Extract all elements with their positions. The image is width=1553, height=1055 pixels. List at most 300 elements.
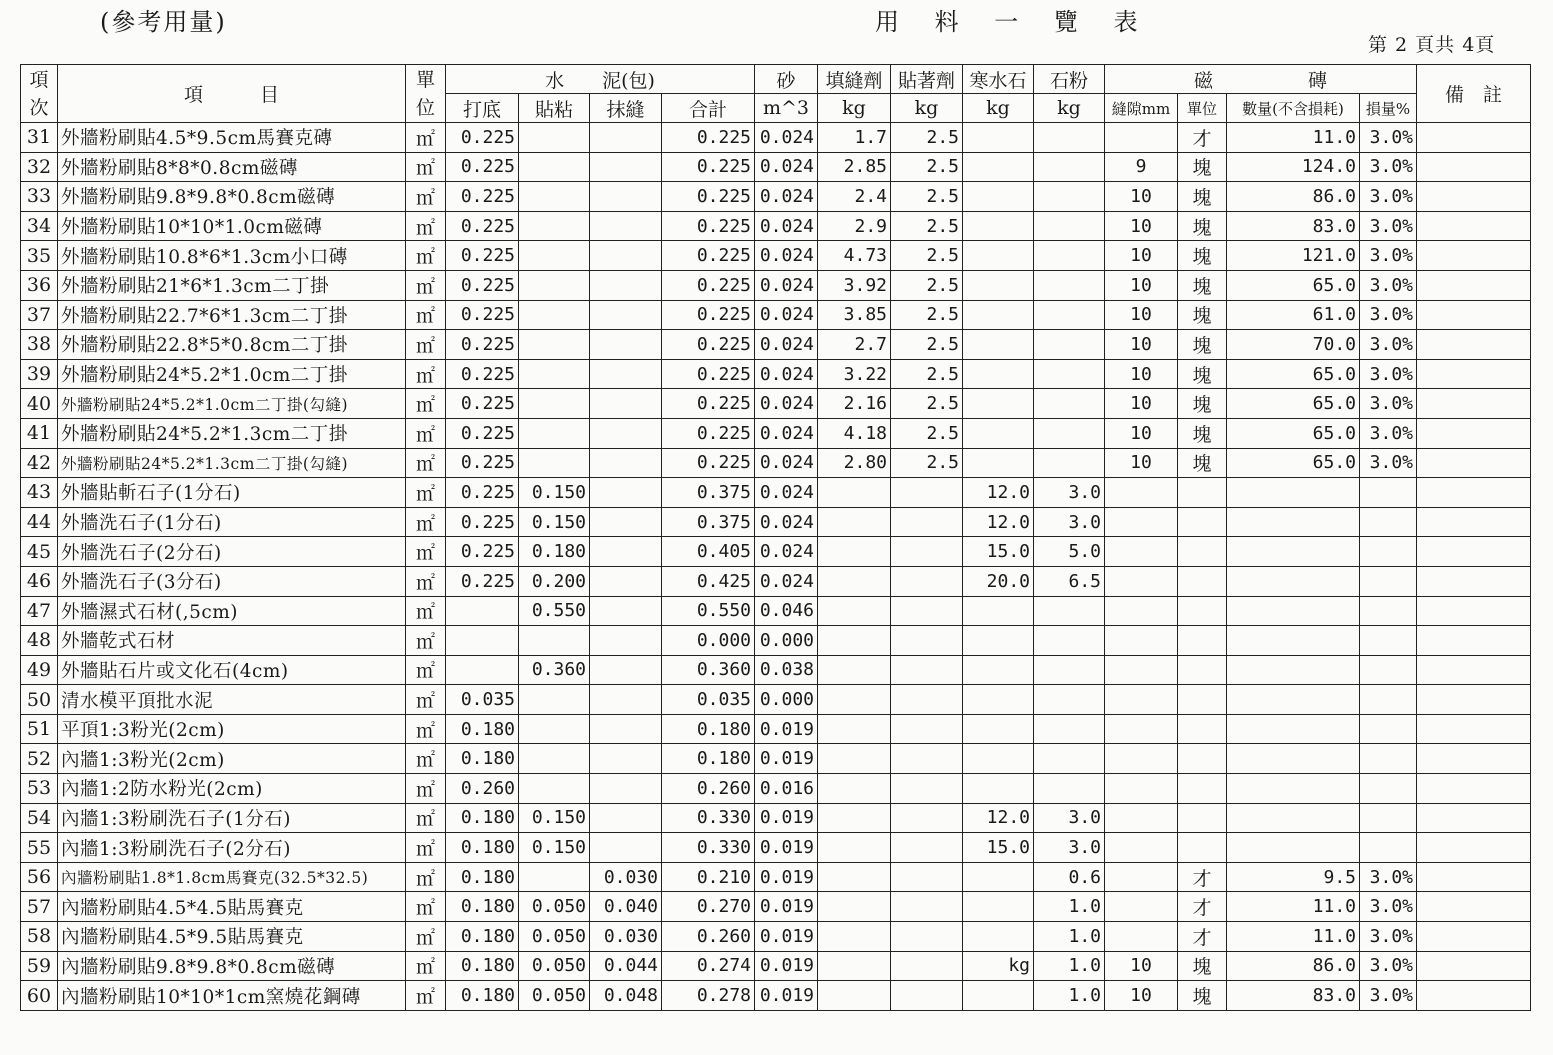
row-item-name: 外牆乾式石材 bbox=[58, 626, 406, 656]
row-tile-qty: 65.0 bbox=[1227, 418, 1360, 448]
row-tile-unit: 才 bbox=[1178, 123, 1227, 153]
row-tile-unit: 塊 bbox=[1178, 389, 1227, 419]
row-cement-paste: 0.150 bbox=[519, 833, 590, 863]
row-stone-powder: 6.5 bbox=[1034, 566, 1105, 596]
row-remark bbox=[1417, 626, 1531, 656]
col-tile-unit: 單位 bbox=[1178, 94, 1227, 123]
col-item-no: 項次 bbox=[21, 65, 58, 123]
row-stone-powder bbox=[1034, 330, 1105, 360]
row-cement-joint bbox=[590, 123, 662, 153]
row-tile-qty bbox=[1227, 803, 1360, 833]
row-tile-gap bbox=[1105, 123, 1178, 153]
row-unit: ㎡ bbox=[406, 300, 446, 330]
row-cement-paste bbox=[519, 152, 590, 182]
row-stone-powder bbox=[1034, 359, 1105, 389]
row-cement-total: 0.225 bbox=[662, 123, 755, 153]
row-remark bbox=[1417, 418, 1531, 448]
row-filler bbox=[818, 744, 891, 774]
col-tile-qty: 數量(不含損耗) bbox=[1227, 94, 1360, 123]
row-tile-unit bbox=[1178, 803, 1227, 833]
table-row bbox=[21, 922, 1531, 952]
row-adhesive bbox=[891, 803, 963, 833]
row-no: 39 bbox=[21, 359, 58, 389]
row-tile-unit bbox=[1178, 537, 1227, 567]
row-sand: 0.046 bbox=[755, 596, 818, 626]
row-sand: 0.024 bbox=[755, 300, 818, 330]
row-tile-gap: 10 bbox=[1105, 981, 1178, 1011]
row-tile-gap bbox=[1105, 596, 1178, 626]
row-cement-paste bbox=[519, 211, 590, 241]
row-filler: 4.73 bbox=[818, 241, 891, 271]
row-filler: 2.80 bbox=[818, 448, 891, 478]
row-tile-gap: 10 bbox=[1105, 300, 1178, 330]
table-row bbox=[21, 211, 1531, 241]
row-remark bbox=[1417, 833, 1531, 863]
row-item-name: 內牆1:3粉刷洗石子(2分石) bbox=[58, 833, 406, 863]
row-cement-joint bbox=[590, 685, 662, 715]
row-sand: 0.019 bbox=[755, 803, 818, 833]
row-no: 55 bbox=[21, 833, 58, 863]
col-tile-loss: 損量% bbox=[1360, 94, 1417, 123]
row-remark bbox=[1417, 211, 1531, 241]
row-cement-paste bbox=[519, 241, 590, 271]
row-no: 41 bbox=[21, 418, 58, 448]
row-tile-unit: 才 bbox=[1178, 892, 1227, 922]
row-stone-powder: 0.6 bbox=[1034, 862, 1105, 892]
reference-note: (參考用量) bbox=[100, 8, 227, 36]
row-tile-qty: 11.0 bbox=[1227, 892, 1360, 922]
row-filler bbox=[818, 478, 891, 508]
row-tile-qty bbox=[1227, 685, 1360, 715]
row-tile-qty: 9.5 bbox=[1227, 862, 1360, 892]
col-item: 項 目 bbox=[58, 65, 406, 123]
row-cement-base: 0.180 bbox=[446, 922, 519, 952]
table-row bbox=[21, 685, 1531, 715]
row-filler bbox=[818, 566, 891, 596]
row-tile-loss: 3.0% bbox=[1360, 300, 1417, 330]
row-sand: 0.038 bbox=[755, 655, 818, 685]
materials-table bbox=[20, 64, 1531, 1011]
row-stone-powder bbox=[1034, 123, 1105, 153]
row-tile-unit bbox=[1178, 507, 1227, 537]
row-cement-base: 0.225 bbox=[446, 270, 519, 300]
row-cement-joint bbox=[590, 774, 662, 804]
row-item-name: 外牆洗石子(3分石) bbox=[58, 566, 406, 596]
row-no: 46 bbox=[21, 566, 58, 596]
row-adhesive: 2.5 bbox=[891, 152, 963, 182]
row-adhesive bbox=[891, 981, 963, 1011]
row-remark bbox=[1417, 123, 1531, 153]
row-tile-unit bbox=[1178, 833, 1227, 863]
row-tile-loss bbox=[1360, 774, 1417, 804]
row-tile-gap: 10 bbox=[1105, 448, 1178, 478]
row-cement-paste: 0.180 bbox=[519, 537, 590, 567]
row-stone-powder bbox=[1034, 241, 1105, 271]
row-cement-base: 0.225 bbox=[446, 182, 519, 212]
row-item-name: 外牆粉刷貼24*5.2*1.3cm二丁掛(勾縫) bbox=[58, 448, 406, 478]
row-unit: ㎡ bbox=[406, 596, 446, 626]
table-row bbox=[21, 507, 1531, 537]
row-filler: 2.85 bbox=[818, 152, 891, 182]
row-sand: 0.019 bbox=[755, 833, 818, 863]
row-tile-gap bbox=[1105, 626, 1178, 656]
row-tile-gap bbox=[1105, 774, 1178, 804]
row-cement-paste bbox=[519, 448, 590, 478]
row-tile-unit: 塊 bbox=[1178, 359, 1227, 389]
row-cement-total: 0.225 bbox=[662, 448, 755, 478]
row-cement-paste: 0.050 bbox=[519, 922, 590, 952]
row-tile-qty bbox=[1227, 507, 1360, 537]
row-filler bbox=[818, 892, 891, 922]
row-cement-joint bbox=[590, 744, 662, 774]
row-tile-loss: 3.0% bbox=[1360, 389, 1417, 419]
row-tile-loss bbox=[1360, 833, 1417, 863]
row-item-name: 外牆粉刷貼10*10*1.0cm磁磚 bbox=[58, 211, 406, 241]
row-no: 43 bbox=[21, 478, 58, 508]
row-filler bbox=[818, 596, 891, 626]
row-cement-paste bbox=[519, 774, 590, 804]
row-tile-loss bbox=[1360, 803, 1417, 833]
row-remark bbox=[1417, 566, 1531, 596]
row-stone-powder bbox=[1034, 300, 1105, 330]
row-tile-loss bbox=[1360, 685, 1417, 715]
col-adhesive-unit: kg bbox=[891, 94, 963, 123]
row-tile-unit: 塊 bbox=[1178, 448, 1227, 478]
row-cement-joint bbox=[590, 418, 662, 448]
row-cement-base bbox=[446, 596, 519, 626]
row-unit: ㎡ bbox=[406, 685, 446, 715]
page-title: 用 料 一 覽 表 bbox=[875, 8, 1152, 36]
row-no: 52 bbox=[21, 744, 58, 774]
row-tile-unit bbox=[1178, 596, 1227, 626]
row-unit: ㎡ bbox=[406, 507, 446, 537]
row-stone-powder bbox=[1034, 596, 1105, 626]
row-tile-unit: 才 bbox=[1178, 922, 1227, 952]
row-adhesive: 2.5 bbox=[891, 182, 963, 212]
row-tile-gap bbox=[1105, 744, 1178, 774]
row-tile-qty: 124.0 bbox=[1227, 152, 1360, 182]
row-cement-total: 0.225 bbox=[662, 418, 755, 448]
row-cement-total: 0.000 bbox=[662, 626, 755, 656]
row-stone-powder: 1.0 bbox=[1034, 951, 1105, 981]
row-tile-loss: 3.0% bbox=[1360, 981, 1417, 1011]
table-row bbox=[21, 774, 1531, 804]
row-cement-joint bbox=[590, 182, 662, 212]
row-cement-joint bbox=[590, 833, 662, 863]
row-no: 34 bbox=[21, 211, 58, 241]
table-row bbox=[21, 981, 1531, 1011]
row-cement-joint bbox=[590, 478, 662, 508]
row-cement-base: 0.225 bbox=[446, 507, 519, 537]
row-cement-total: 0.035 bbox=[662, 685, 755, 715]
row-cement-total: 0.425 bbox=[662, 566, 755, 596]
row-cement-joint: 0.048 bbox=[590, 981, 662, 1011]
row-sand: 0.024 bbox=[755, 478, 818, 508]
row-tile-unit bbox=[1178, 744, 1227, 774]
row-cement-base: 0.180 bbox=[446, 981, 519, 1011]
row-cement-base: 0.180 bbox=[446, 803, 519, 833]
row-sand: 0.000 bbox=[755, 685, 818, 715]
row-cement-paste bbox=[519, 270, 590, 300]
row-no: 58 bbox=[21, 922, 58, 952]
col-cement-base: 打底 bbox=[446, 94, 519, 123]
row-cement-paste: 0.150 bbox=[519, 478, 590, 508]
col-filler-unit: kg bbox=[818, 94, 891, 123]
row-item-name: 外牆粉刷貼24*5.2*1.0cm二丁掛(勾縫) bbox=[58, 389, 406, 419]
col-remarks: 備 註 bbox=[1417, 65, 1531, 123]
row-no: 59 bbox=[21, 951, 58, 981]
row-stone-powder bbox=[1034, 389, 1105, 419]
row-cement-total: 0.260 bbox=[662, 774, 755, 804]
row-tile-loss: 3.0% bbox=[1360, 922, 1417, 952]
row-unit: ㎡ bbox=[406, 182, 446, 212]
row-tile-gap: 10 bbox=[1105, 241, 1178, 271]
row-item-name: 外牆貼石片或文化石(4cm) bbox=[58, 655, 406, 685]
row-tile-qty: 65.0 bbox=[1227, 448, 1360, 478]
row-stone-powder: 3.0 bbox=[1034, 803, 1105, 833]
row-tile-unit: 才 bbox=[1178, 862, 1227, 892]
row-cement-paste: 0.150 bbox=[519, 507, 590, 537]
row-tile-unit bbox=[1178, 655, 1227, 685]
row-tile-loss: 3.0% bbox=[1360, 241, 1417, 271]
row-sand: 0.024 bbox=[755, 241, 818, 271]
row-tile-gap bbox=[1105, 507, 1178, 537]
row-cold-stone: kg bbox=[963, 951, 1034, 981]
row-remark bbox=[1417, 537, 1531, 567]
row-sand: 0.024 bbox=[755, 418, 818, 448]
row-tile-loss: 3.0% bbox=[1360, 182, 1417, 212]
row-no: 45 bbox=[21, 537, 58, 567]
row-cement-base: 0.260 bbox=[446, 774, 519, 804]
row-adhesive bbox=[891, 596, 963, 626]
row-cold-stone bbox=[963, 389, 1034, 419]
table-row bbox=[21, 833, 1531, 863]
row-no: 38 bbox=[21, 330, 58, 360]
row-stone-powder bbox=[1034, 152, 1105, 182]
col-filler: 填縫劑 bbox=[818, 65, 891, 94]
row-sand: 0.024 bbox=[755, 359, 818, 389]
row-tile-loss: 3.0% bbox=[1360, 330, 1417, 360]
row-cold-stone bbox=[963, 596, 1034, 626]
row-stone-powder: 3.0 bbox=[1034, 833, 1105, 863]
row-adhesive bbox=[891, 951, 963, 981]
row-cement-total: 0.274 bbox=[662, 951, 755, 981]
row-cement-base: 0.225 bbox=[446, 211, 519, 241]
row-filler bbox=[818, 862, 891, 892]
row-cold-stone bbox=[963, 774, 1034, 804]
row-item-name: 內牆粉刷貼4.5*9.5貼馬賽克 bbox=[58, 922, 406, 952]
row-no: 54 bbox=[21, 803, 58, 833]
row-cement-paste bbox=[519, 418, 590, 448]
row-unit: ㎡ bbox=[406, 833, 446, 863]
row-tile-unit bbox=[1178, 626, 1227, 656]
row-remark bbox=[1417, 507, 1531, 537]
row-remark bbox=[1417, 862, 1531, 892]
row-stone-powder bbox=[1034, 448, 1105, 478]
row-adhesive: 2.5 bbox=[891, 270, 963, 300]
col-tile-gap: 縫隙mm bbox=[1105, 94, 1178, 123]
row-tile-qty: 86.0 bbox=[1227, 182, 1360, 212]
page-indicator: 第 2 頁共 4頁 bbox=[1368, 34, 1496, 56]
row-tile-loss bbox=[1360, 537, 1417, 567]
row-cement-joint bbox=[590, 330, 662, 360]
row-sand: 0.019 bbox=[755, 922, 818, 952]
row-cold-stone bbox=[963, 418, 1034, 448]
row-no: 47 bbox=[21, 596, 58, 626]
row-tile-gap bbox=[1105, 537, 1178, 567]
row-unit: ㎡ bbox=[406, 922, 446, 952]
row-filler: 2.7 bbox=[818, 330, 891, 360]
row-filler: 4.18 bbox=[818, 418, 891, 448]
row-cement-paste bbox=[519, 685, 590, 715]
row-no: 31 bbox=[21, 123, 58, 153]
col-cold-stone-unit: kg bbox=[963, 94, 1034, 123]
row-cement-joint bbox=[590, 537, 662, 567]
row-cold-stone: 12.0 bbox=[963, 507, 1034, 537]
row-tile-qty: 83.0 bbox=[1227, 981, 1360, 1011]
row-tile-loss bbox=[1360, 626, 1417, 656]
table-row bbox=[21, 418, 1531, 448]
row-item-name: 外牆粉刷貼22.8*5*0.8cm二丁掛 bbox=[58, 330, 406, 360]
row-filler bbox=[818, 833, 891, 863]
row-sand: 0.024 bbox=[755, 507, 818, 537]
row-tile-unit: 塊 bbox=[1178, 241, 1227, 271]
row-cement-total: 0.225 bbox=[662, 182, 755, 212]
row-cold-stone bbox=[963, 714, 1034, 744]
row-cement-total: 0.180 bbox=[662, 714, 755, 744]
row-tile-loss bbox=[1360, 744, 1417, 774]
row-tile-unit: 塊 bbox=[1178, 211, 1227, 241]
row-cement-joint bbox=[590, 714, 662, 744]
row-stone-powder: 3.0 bbox=[1034, 478, 1105, 508]
row-tile-gap: 10 bbox=[1105, 418, 1178, 448]
row-cement-joint bbox=[590, 566, 662, 596]
row-unit: ㎡ bbox=[406, 714, 446, 744]
row-tile-loss bbox=[1360, 478, 1417, 508]
row-adhesive bbox=[891, 862, 963, 892]
row-adhesive bbox=[891, 507, 963, 537]
row-stone-powder bbox=[1034, 211, 1105, 241]
row-remark bbox=[1417, 389, 1531, 419]
row-unit: ㎡ bbox=[406, 330, 446, 360]
row-cement-total: 0.260 bbox=[662, 922, 755, 952]
table-row bbox=[21, 566, 1531, 596]
row-cement-paste bbox=[519, 300, 590, 330]
row-unit: ㎡ bbox=[406, 241, 446, 271]
row-filler bbox=[818, 685, 891, 715]
row-tile-qty: 65.0 bbox=[1227, 270, 1360, 300]
row-tile-qty: 65.0 bbox=[1227, 359, 1360, 389]
row-cold-stone bbox=[963, 152, 1034, 182]
row-cement-total: 0.210 bbox=[662, 862, 755, 892]
col-unit: 單位 bbox=[406, 65, 446, 123]
row-no: 33 bbox=[21, 182, 58, 212]
row-cold-stone bbox=[963, 892, 1034, 922]
row-tile-gap: 10 bbox=[1105, 330, 1178, 360]
row-stone-powder bbox=[1034, 714, 1105, 744]
row-remark bbox=[1417, 241, 1531, 271]
table-row bbox=[21, 892, 1531, 922]
row-cement-total: 0.278 bbox=[662, 981, 755, 1011]
row-unit: ㎡ bbox=[406, 655, 446, 685]
row-filler bbox=[818, 922, 891, 952]
row-cement-total: 0.225 bbox=[662, 330, 755, 360]
row-item-name: 外牆粉刷貼8*8*0.8cm磁磚 bbox=[58, 152, 406, 182]
row-item-name: 外牆洗石子(2分石) bbox=[58, 537, 406, 567]
row-remark bbox=[1417, 803, 1531, 833]
row-unit: ㎡ bbox=[406, 418, 446, 448]
col-cement-paste: 貼粘 bbox=[519, 94, 590, 123]
row-cement-joint bbox=[590, 655, 662, 685]
row-cement-joint bbox=[590, 596, 662, 626]
row-no: 57 bbox=[21, 892, 58, 922]
row-filler: 3.22 bbox=[818, 359, 891, 389]
table-row bbox=[21, 626, 1531, 656]
row-tile-gap bbox=[1105, 862, 1178, 892]
row-cement-joint bbox=[590, 507, 662, 537]
row-cement-total: 0.225 bbox=[662, 241, 755, 271]
row-no: 32 bbox=[21, 152, 58, 182]
row-tile-loss: 3.0% bbox=[1360, 211, 1417, 241]
row-cement-joint: 0.030 bbox=[590, 922, 662, 952]
row-tile-loss: 3.0% bbox=[1360, 270, 1417, 300]
row-remark bbox=[1417, 774, 1531, 804]
row-no: 42 bbox=[21, 448, 58, 478]
row-cement-total: 0.375 bbox=[662, 507, 755, 537]
row-tile-qty bbox=[1227, 833, 1360, 863]
row-tile-gap: 9 bbox=[1105, 152, 1178, 182]
row-cold-stone: 12.0 bbox=[963, 478, 1034, 508]
row-tile-gap bbox=[1105, 655, 1178, 685]
row-tile-unit: 塊 bbox=[1178, 270, 1227, 300]
row-tile-unit bbox=[1178, 714, 1227, 744]
row-cold-stone bbox=[963, 300, 1034, 330]
row-remark bbox=[1417, 359, 1531, 389]
row-cold-stone bbox=[963, 922, 1034, 952]
row-tile-loss bbox=[1360, 566, 1417, 596]
row-tile-qty bbox=[1227, 596, 1360, 626]
row-sand: 0.019 bbox=[755, 981, 818, 1011]
row-sand: 0.000 bbox=[755, 626, 818, 656]
row-unit: ㎡ bbox=[406, 862, 446, 892]
row-cement-total: 0.405 bbox=[662, 537, 755, 567]
row-remark bbox=[1417, 152, 1531, 182]
row-tile-gap bbox=[1105, 922, 1178, 952]
row-unit: ㎡ bbox=[406, 626, 446, 656]
row-cement-base: 0.225 bbox=[446, 300, 519, 330]
row-no: 36 bbox=[21, 270, 58, 300]
row-item-name: 內牆粉刷貼10*10*1cm窯燒花鋼磚 bbox=[58, 981, 406, 1011]
row-remark bbox=[1417, 951, 1531, 981]
row-tile-loss bbox=[1360, 714, 1417, 744]
row-cement-base: 0.225 bbox=[446, 330, 519, 360]
row-no: 50 bbox=[21, 685, 58, 715]
col-adhesive: 貼著劑 bbox=[891, 65, 963, 94]
row-tile-qty: 11.0 bbox=[1227, 922, 1360, 952]
row-sand: 0.019 bbox=[755, 951, 818, 981]
row-filler bbox=[818, 537, 891, 567]
row-tile-gap bbox=[1105, 714, 1178, 744]
col-stone-powder-unit: kg bbox=[1034, 94, 1105, 123]
row-filler bbox=[818, 803, 891, 833]
row-filler: 3.92 bbox=[818, 270, 891, 300]
row-tile-qty bbox=[1227, 537, 1360, 567]
row-remark bbox=[1417, 596, 1531, 626]
row-cement-base: 0.035 bbox=[446, 685, 519, 715]
row-cement-total: 0.225 bbox=[662, 300, 755, 330]
row-tile-unit bbox=[1178, 774, 1227, 804]
row-sand: 0.019 bbox=[755, 862, 818, 892]
